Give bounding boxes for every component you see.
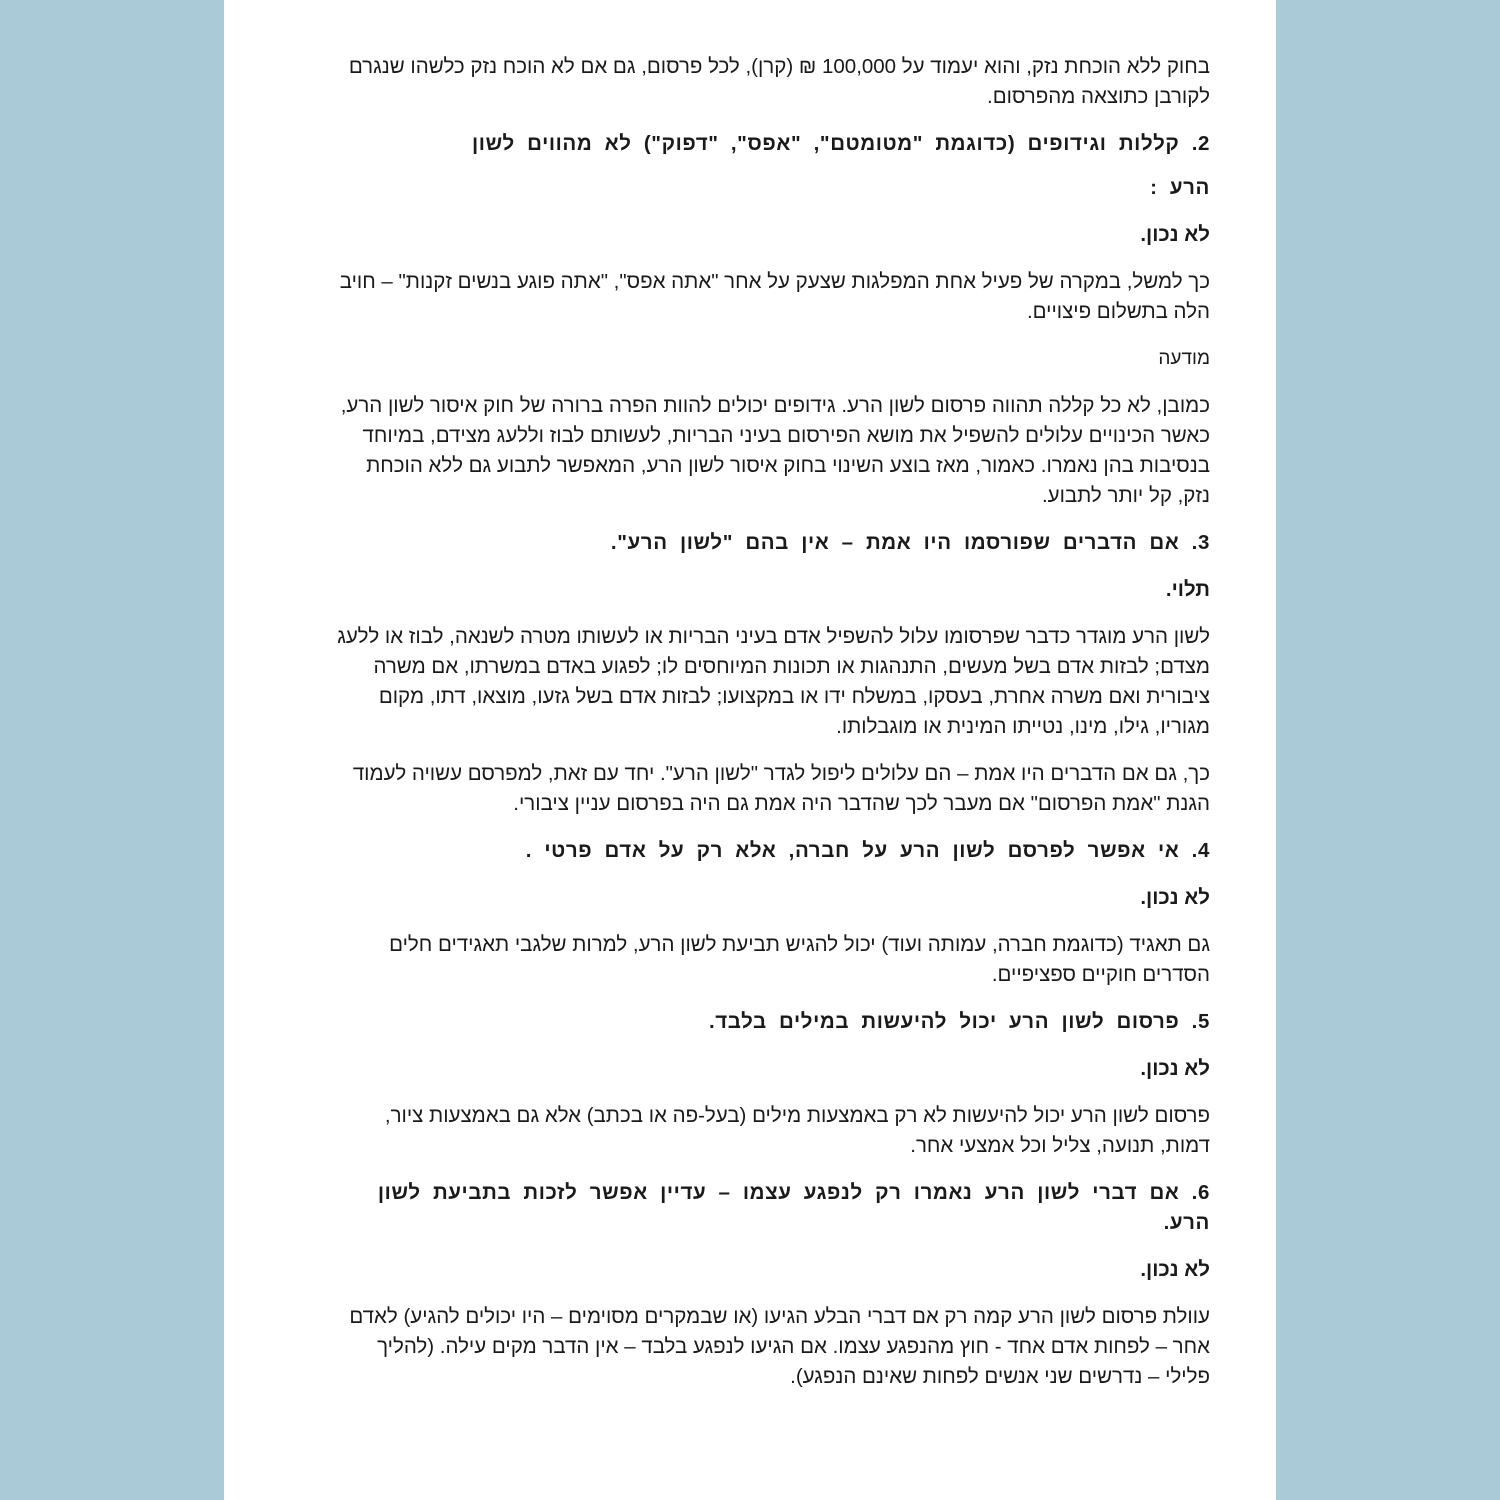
document-content xyxy=(332,52,1210,1409)
section-5-body: פרסום לשון הרע יכול להיעשות לא רק באמצעות מילים (בעל-פה או בכתב) אלא גם באמצעות ציור, דמות, תנועה, צליל וכל אמצעי אחר. xyxy=(384,1104,1210,1157)
section-3-heading: 3. אם הדברים שפורסמו היו אמת – אין בהם "לשון הרע". xyxy=(610,531,1210,554)
section-6-answer: לא נכון. xyxy=(1140,1258,1210,1281)
section-2-answer: לא נכון. xyxy=(1140,223,1210,246)
section-5-answer: לא נכון. xyxy=(1140,1057,1210,1080)
section-4-answer: לא נכון. xyxy=(1140,886,1210,909)
section-2-heading: 2. קללות וגידופים (כדוגמת "מטומטם", "אפס", "דפוק") לא מהווים לשון xyxy=(472,132,1210,155)
section-2-heading-continued: הרע : xyxy=(1150,176,1210,199)
section-5-heading: 5. פרסום לשון הרע יכול להיעשות במילים בלבד. xyxy=(708,1010,1210,1033)
document-page xyxy=(224,0,1276,1500)
section-2-body-2: כמובן, לא כל קללה תהווה פרסום לשון הרע. גידופים יכולים להוות הפרה ברורה של חוק איסור לשון הרע, כאשר הכינויים עלולים להשפיל את מושא הפירסום בעיני הבריות, לעשותם לבוז וללעג מצידם, במיוחד בנסיבות בהן נאמרו. כאמור, מאז בוצע השינוי בחוק איסור לשון הרע, המאפשר לתבוע גם ללא הוכחת נזק, קל יותר לתבוע. xyxy=(340,394,1210,507)
section-6-body: עוולת פרסום לשון הרע קמה רק אם דברי הבלע הגיעו (או שבמקרים מסוימים – היו יכולים להגיע) לאדם אחר – לפחות אדם אחד - חוץ מהנפגע עצמו. אם הגיעו לנפגע בלבד – אין הדבר מקים עילה. (להליך פלילי – נדרשים שני אנשים לפחות שאינם הנפגע). xyxy=(349,1305,1210,1388)
section-4-heading: 4. אי אפשר לפרסם לשון הרע על חברה, אלא רק על אדם פרטי . xyxy=(525,839,1210,862)
section-3-answer: תלוי. xyxy=(1165,578,1210,601)
section-3-body: לשון הרע מוגדר כדבר שפרסומו עלול להשפיל אדם בעיני הבריות או לעשותו מטרה לשנאה, לבוז או ללעג מצדם; לבזות אדם בשל מעשים, התנהגות או תכונות המיוחסים לו; לפגוע באדם במשרתו, אם משרה ציבורית ואם משרה אחרת, בעסקו, במשלח ידו או במקצועו; לבזות אדם בשל גזעו, מוצאו, דתו, מקום מגוריו, גילו, מינו, נטייתו המינית או מוגבלותו. xyxy=(337,625,1210,738)
section-6-heading: 6. אם דברי לשון הרע נאמרו רק לנפגע עצמו – עדיין אפשר לזכות בתביעת לשון הרע. xyxy=(377,1181,1210,1234)
intro-paragraph: בחוק ללא הוכחת נזק, והוא יעמוד על 100,000 ₪ (קרן), לכל פרסום, גם אם לא הוכח נזק כלשהו שנגרם לקורבן כתוצאה מהפרסום. xyxy=(348,55,1210,108)
advertisement-label: מודעה xyxy=(1158,348,1210,369)
section-2-body: כך למשל, במקרה של פעיל אחת המפלגות שצעק על אחר "אתה אפס", "אתה פוגע בנשים זקנות" – חויב הלה בתשלום פיצויים. xyxy=(339,270,1210,323)
section-3-body-2: כך, גם אם הדברים היו אמת – הם עלולים ליפול לגדר "לשון הרע". יחד עם זאת, למפרסם עשויה לעמוד הגנת "אמת הפרסום" אם מעבר לכך שהדבר היה אמת גם היה בפרסום עניין ציבורי. xyxy=(352,762,1210,815)
section-4-body: גם תאגיד (כדוגמת חברה, עמותה ועוד) יכול להגיש תביעת לשון הרע, למרות שלגבי תאגידים חלים הסדרים חוקיים ספציפיים. xyxy=(389,933,1210,986)
